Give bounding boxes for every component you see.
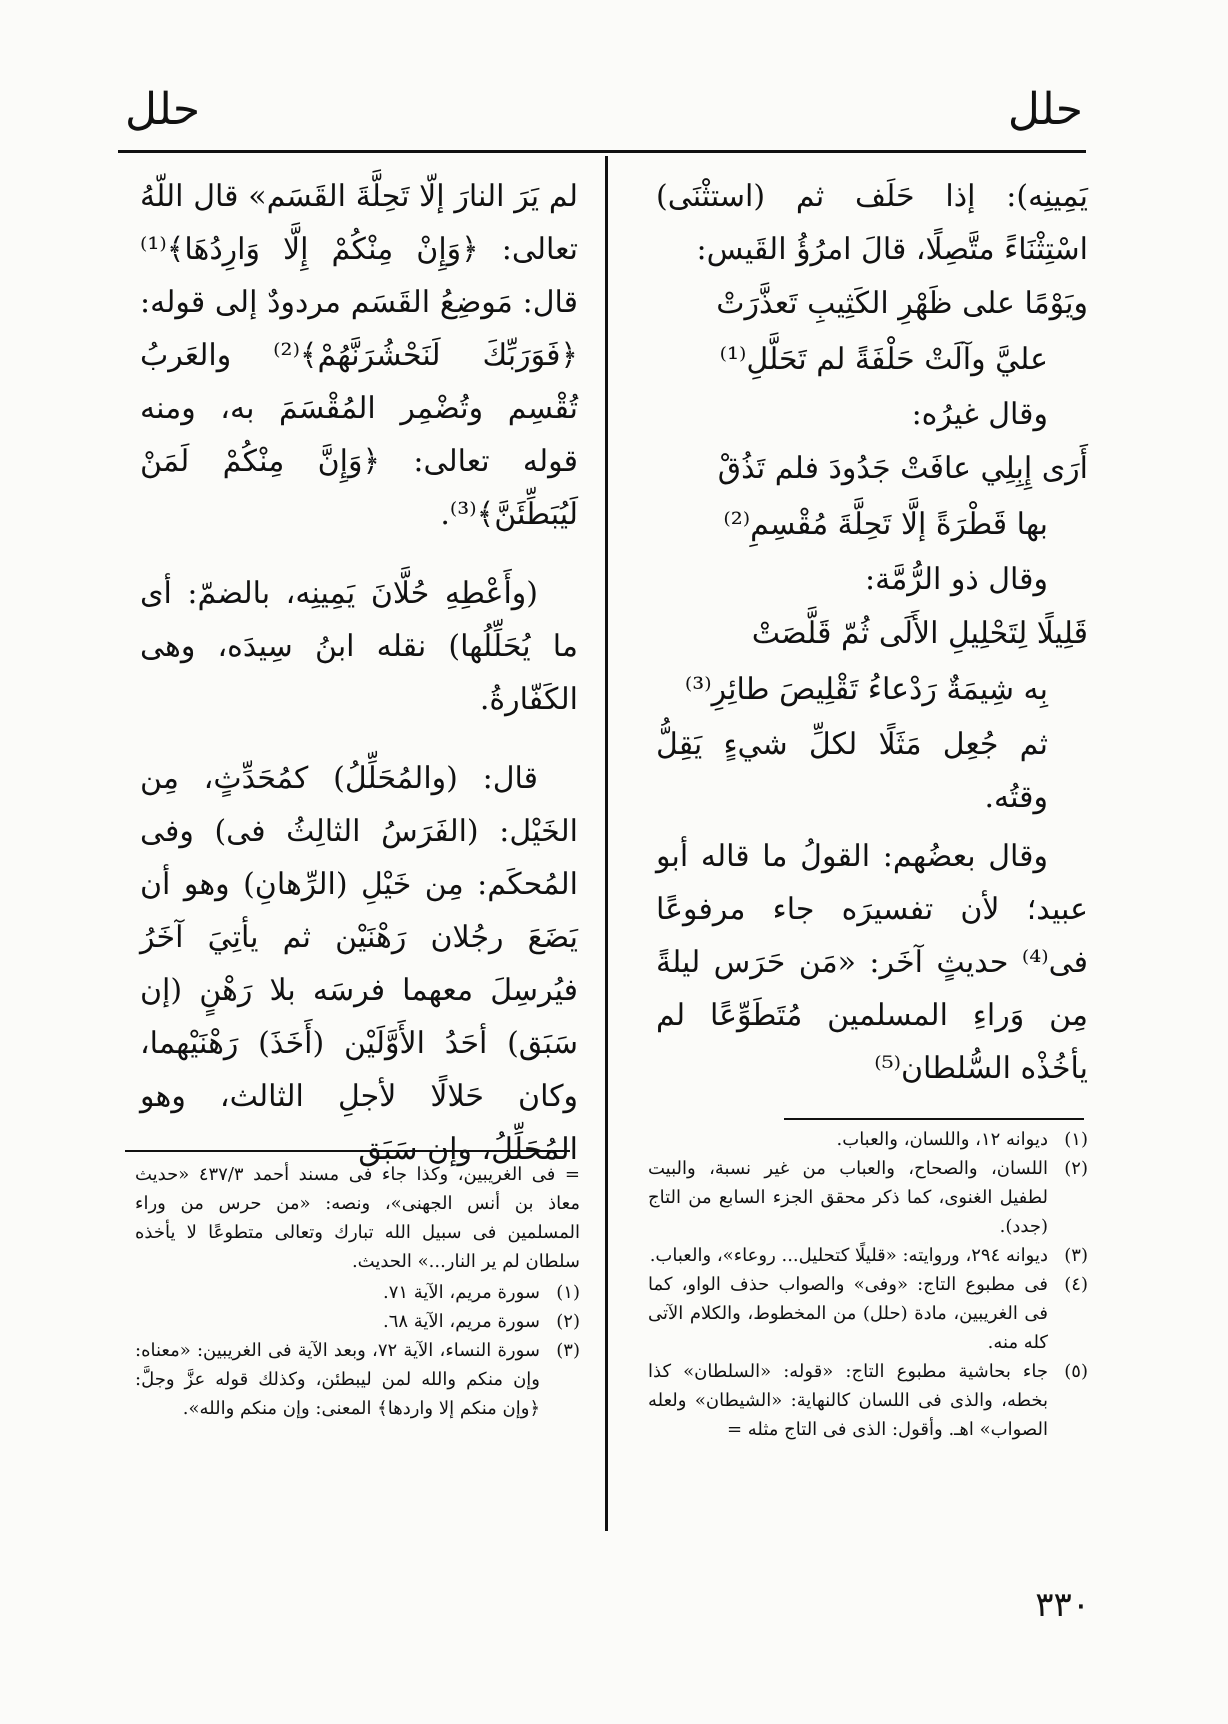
footnote-number: (٤) [1064,1274,1088,1295]
footnote-number: (٥) [1064,1361,1088,1382]
verse-1-first-hemistich: ويَوْمًا على ظَهْرِ الكَثِيبِ تَعذَّرَتْ [716,286,1088,321]
footnote-number: (٢) [556,1311,580,1332]
verse-2-first-hemistich: أَرَى إِبِلِي عافَتْ جَدُودَ فلم تَذُقْ [717,451,1088,486]
running-head-left: حلل [125,84,201,135]
footnote-text: سورة مريم، الآية ٦٨. [382,1311,540,1332]
footnote [648,1241,1088,1270]
right-column [656,170,1088,1095]
left-column [140,170,578,1176]
right-footnote-rule [784,1118,1084,1120]
footnote-text: اللسان، والصحاح، والعباب من غير نسبة، والبيت لطفيل الغنوى، كما ذكر محقق الجزء السابع من التاج (جدد). [648,1158,1048,1237]
left-paragraph-3: قال: (والمُحَلِّلُ) كمُحَدِّثٍ، مِن الخَيْل: (الفَرَسُ الثالِثُ فى) وفى المُحكَم: مِن خَيْلِ (الرِّهانِ) وهو أن يَضَعَ رجُلان رَهْنَيْن ثم يأتِيَ آخَرُ فيُرسِلَ معهما فرسَه بلا رَهْنٍ (إن سَبَق) أحَدُ الأَوَّلَيْن (أَخَذَ) رَهْنَيْهما، وكان حَلالًا لأجلِ الثالث، وهو المُحَلِّلُ، وإن سَبَق [140,761,578,1167]
left-paragraph-1: لم يَرَ النارَ إلّا تَحِلَّةَ القَسَم» قال اللّهُ تعالى: ﴿وَإِنْ مِنْكُمْ إِلَّا وَارِدُهَا﴾⁽¹⁾ قال: مَوضِعُ القَسَم مردودٌ إلى قوله: ﴿فَوَرَبِّكَ لَنَحْشُرَنَّهُمْ﴾⁽²⁾ والعَربُ تُقْسِم وتُضْمِر المُقْسَمَ به، ومنه قوله تعالى: ﴿وَإِنَّ مِنْكُمْ لَمَنْ لَيُبَطِّئَنَّ﴾⁽³⁾. [140,179,578,532]
page-number: ٣٣٠ [1035,1585,1090,1625]
footnote [135,1307,580,1336]
verse-3-second-hemistich: بِه شِيمَةٌ رَدْعاءُ تَقْلِيصَ طائِرِ⁽³⁾ [684,672,1048,707]
verse-2-intro: وقال غيرُه: [911,397,1048,432]
footnote-text: سورة النساء، الآية ٧٢، وبعد الآية فى الغريبين: «معناه: وإن منكم والله لمن ليبطئن، وكذلك قوله عزَّ وجلَّ: ﴿وإن منكم إلا واردها﴾ المعنى: وإن منكم والله». [135,1340,541,1419]
left-paragraph-2: (وأَعْطِهِ حُلَّانَ يَمِينِه، بالضمّ: أى ما يُحَلِّلُها) نقله ابنُ سِيدَه، وهى الكَفّارةُ. [140,576,578,717]
footnote-text: ديوانه ٢٩٤، وروايته: «قليلًا كتحليل... روعاء»، والعباب. [649,1245,1048,1266]
footnote [648,1357,1088,1444]
right-paragraph-1: يَمِينِه): إذا حَلَف ثم (استثْنَى) اسْتِثْنَاءً متَّصِلًا، قالَ امرُؤُ القَيس: [656,179,1088,267]
footnote-continuation: = فى الغريبين، وكذا جاء فى مسند أحمد ٤٣٧/٣ «حديث معاذ بن أنس الجهنى»، ونصه: «من حرس من وراء المسلمين فى سبيل الله تبارك وتعالى متطوعًا لا يأخذه سلطان لم ير النار...» الحديث. [135,1164,580,1272]
left-footnotes [135,1160,580,1423]
verse-3-first-hemistich: قَلِيلًا لِتَحْلِيلِ الأَلَى ثُمّ قَلَّصَتْ [751,616,1088,651]
column-divider [605,156,608,1531]
footnote [135,1278,580,1307]
footnote-number: (٣) [556,1340,580,1361]
running-head-right: حلل [1007,84,1083,135]
footnote-number: (٣) [1064,1245,1088,1266]
verse-3-intro: وقال ذو الرُّمَّة: [865,562,1048,597]
right-paragraph-4: ثم جُعِل مَثَلًا لكلِّ شيءٍ يَقِلُّ وقتُه. [656,727,1048,815]
verse-2-second-hemistich: بها قَطْرَةً إلَّا تَحِلَّةَ مُقْسِمِ⁽²⁾ [723,507,1048,542]
footnote-text: سورة مريم، الآية ٧١. [382,1282,540,1303]
footnote-number: (١) [1064,1129,1088,1150]
footnote [135,1336,580,1423]
footnote-number: (٢) [1064,1158,1088,1179]
footnote-text: فى مطبوع التاج: «وفى» والصواب حذف الواو، كما فى الغريبين، مادة (حلل) من المخطوط، والكلام الآتى كله منه. [648,1274,1048,1353]
footnote [648,1270,1088,1357]
footnote-text: جاء بحاشية مطبوع التاج: «قوله: «السلطان» كذا بخطه، والذى فى اللسان كالنهاية: «الشيطان» ولعله الصواب» اهـ. وأقول: الذى فى التاج مثله = [648,1361,1048,1440]
footnote [648,1154,1088,1241]
verse-1-second-hemistich: عليَّ وآلَتْ حَلْفَةً لم تَحَلَّلِ⁽¹⁾ [719,342,1048,377]
header-rule [118,150,1086,153]
right-footnotes [648,1125,1088,1444]
left-footnote-rule [125,1150,570,1152]
footnote [648,1125,1088,1154]
footnote-text: ديوانه ١٢، واللسان، والعباب. [836,1129,1048,1150]
footnote-number: (١) [556,1282,580,1303]
right-paragraph-5: وقال بعضُهم: القولُ ما قاله أبو عبيد؛ لأن تفسيرَه جاء مرفوعًا فى⁽⁴⁾ حديثٍ آخَر: «مَن حَرَس ليلةً مِن وَراءِ المسلمين مُتَطَوِّعًا لم يأخُذْه السُّلطان⁽⁵⁾ [656,839,1088,1086]
